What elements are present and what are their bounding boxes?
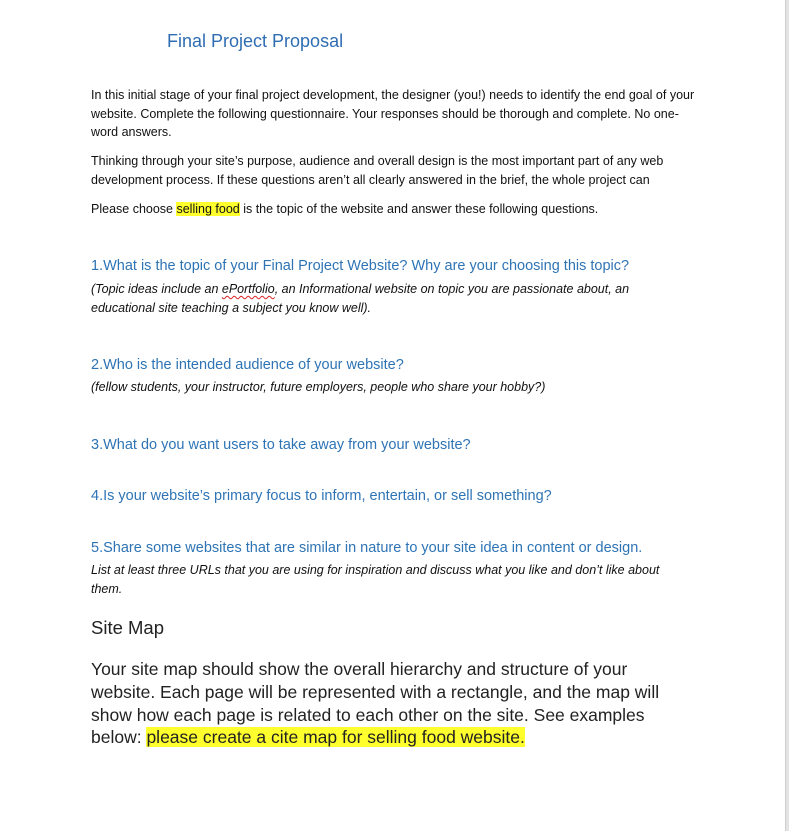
- document-title: Final Project Proposal: [167, 31, 344, 51]
- question-1-note: [91, 280, 691, 318]
- question-2-note: (fellow students, your instructor, future employers, people who share your hobby?): [91, 380, 546, 394]
- site-map-heading: Site Map: [91, 617, 165, 638]
- q1-note-before: (Topic ideas include an: [91, 282, 222, 296]
- page-edge-divider: [785, 0, 789, 831]
- site-map-paragraph: [91, 658, 691, 749]
- intro-paragraph-1: In this initial stage of your final project development, the designer (you!) needs to identify the end goal of your website. Complete the following questionnaire. Your responses should be thorough and complete. No one-word answers.: [91, 88, 695, 139]
- question-1-heading: 1.What is the topic of your Final Project Website? Why are your choosing this topic?: [91, 258, 630, 274]
- intro-paragraph-3: [91, 200, 697, 219]
- question-2-heading: 2.Who is the intended audience of your website?: [91, 357, 404, 373]
- site-map-highlight: please create a cite map for selling food website.: [146, 727, 525, 748]
- site-map-text: Your site map should show the overall hierarchy and structure of your website. Each page will be represented with a rectangle, and the map will show how each page is related to each other on the site. See examples below:: [91, 659, 660, 748]
- question-5-note: List at least three URLs that you are using for inspiration and discuss what you like and don’t like about them.: [91, 563, 660, 596]
- intro-paragraph-2: Thinking through your site’s purpose, audience and overall design is the most important part of any web development process. If these questions aren’t all clearly answered in the brief, the whole project can: [91, 154, 664, 187]
- spellcheck-flagged-word[interactable]: ePortfolio: [221, 282, 275, 296]
- question-4-heading: 4.Is your website’s primary focus to inform, entertain, or sell something?: [91, 488, 552, 504]
- question-5-heading: 5.Share some websites that are similar in nature to your site idea in content or design.: [91, 540, 643, 556]
- intro-p3-before: Please choose: [91, 202, 177, 216]
- question-3-heading: 3.What do you want users to take away from your website?: [91, 437, 471, 453]
- q1-note-after: , an Informational website on topic you are passionate about, an educational site teaching a subject you know well).: [91, 282, 630, 315]
- topic-highlight: selling food: [176, 202, 240, 216]
- intro-p3-after: is the topic of the website and answer these following questions.: [239, 202, 599, 216]
